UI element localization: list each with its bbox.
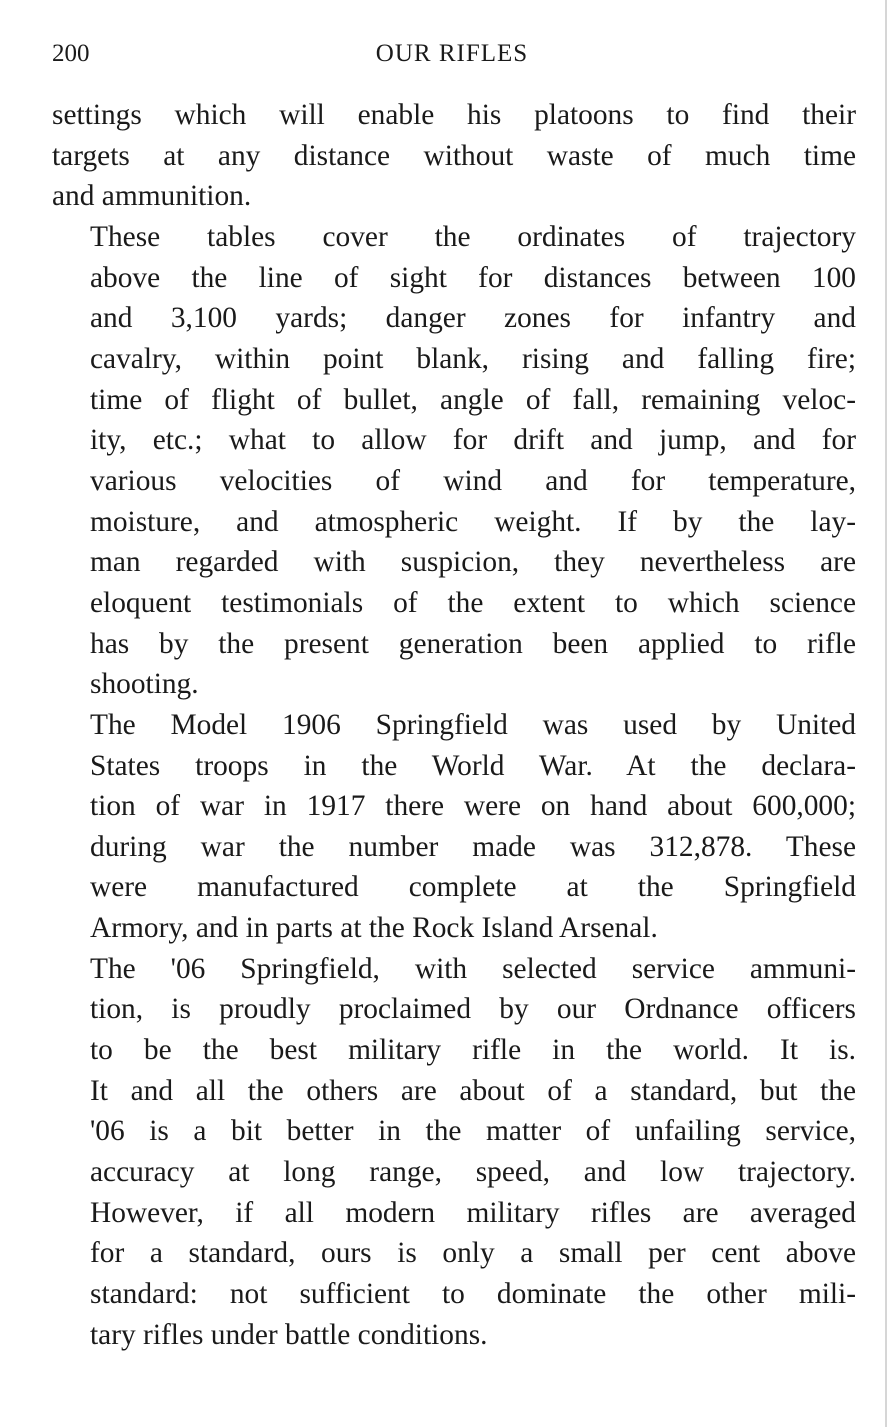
text-line: accuracy at long range, speed, and low trajectory. <box>90 1156 856 1189</box>
text-line: above the line of sight for distances between 100 <box>90 261 856 294</box>
text-line: during war the number made was 312,878. These <box>90 830 856 863</box>
paragraph <box>52 705 856 949</box>
running-head: OUR RIFLES <box>375 40 529 67</box>
text-line: standard: not sufficient to dominate the other mili- <box>90 1278 856 1311</box>
text-line: '06 is a bit better in the matter of unfailing service, <box>90 1115 856 1148</box>
text-line: shooting. <box>90 668 199 701</box>
text-line: time of flight of bullet, angle of fall, remaining veloc- <box>90 383 856 416</box>
text-line: were manufactured complete at the Springfield <box>90 871 856 904</box>
text-line: These tables cover the ordinates of trajectory <box>90 220 856 253</box>
text-line: settings which will enable his platoons to find their <box>52 99 856 131</box>
text-line: It and all the others are about of a standard, but the <box>90 1074 856 1107</box>
text-line: eloquent testimonials of the extent to which science <box>90 586 856 619</box>
text-line: However, if all modern military rifles are averaged <box>90 1196 856 1229</box>
text-line: has by the present generation been applied to rifle <box>90 627 856 660</box>
text-line: ity, etc.; what to allow for drift and jump, and for <box>90 424 856 457</box>
text-line: and ammunition. <box>52 180 252 213</box>
text-line: for a standard, ours is only a small per cent above <box>90 1237 856 1270</box>
page-header <box>52 38 852 72</box>
text-line: and 3,100 yards; danger zones for infantry and <box>90 302 856 335</box>
text-line: cavalry, within point blank, rising and falling fire; <box>90 342 856 375</box>
body-text <box>52 95 856 1355</box>
text-line: Armory, and in parts at the Rock Island Arsenal. <box>90 912 658 945</box>
paragraph <box>52 949 856 1356</box>
text-line: various velocities of wind and for temperature, <box>90 464 856 497</box>
text-line: The '06 Springfield, with selected service ammuni- <box>90 952 856 985</box>
text-line: moisture, and atmospheric weight. If by the lay- <box>90 505 856 538</box>
text-line: tion of war in 1917 there were on hand about 600,000; <box>90 790 856 823</box>
text-line: States troops in the World War. At the declara- <box>90 749 856 782</box>
text-line: tion, is proudly proclaimed by our Ordnance officers <box>90 993 856 1026</box>
text-line: man regarded with suspicion, they nevertheless are <box>90 546 856 579</box>
paragraph <box>52 217 856 705</box>
page-number: 200 <box>52 40 90 67</box>
text-line: targets at any distance without waste of much time <box>52 139 856 172</box>
text-line: The Model 1906 Springfield was used by United <box>90 708 856 741</box>
text-line: to be the best military rifle in the world. It is. <box>90 1034 856 1067</box>
text-line: tary rifles under battle conditions. <box>90 1318 488 1351</box>
paragraph <box>52 95 856 217</box>
